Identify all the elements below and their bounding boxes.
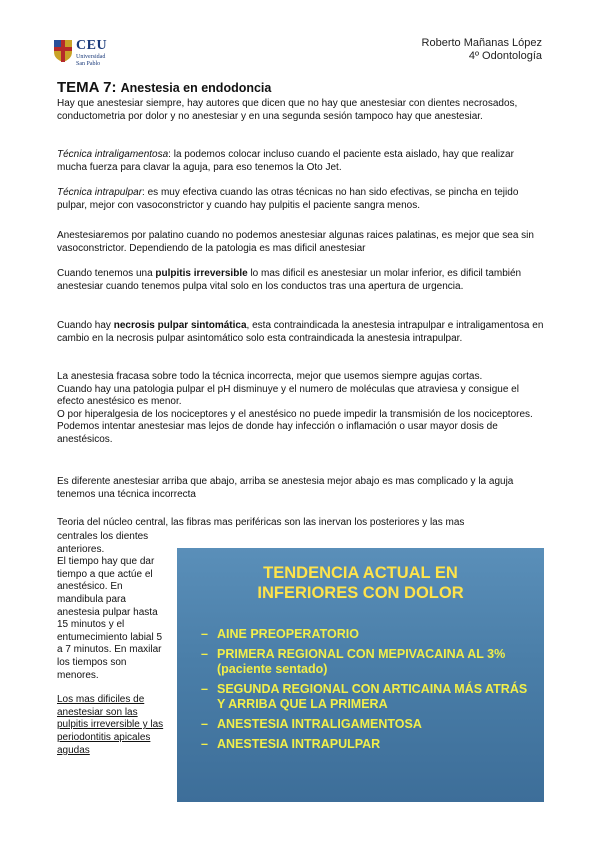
term-pulpitis: pulpitis irreversible bbox=[155, 268, 248, 279]
term-necrosis: necrosis pulpar sintomática bbox=[113, 320, 247, 331]
paragraph-intraligamentosa: Técnica intraligamentosa: la podemos colocar incluso cuando el paciente esta aislado, hay que realizar mucha fuerza para clavar la aguja, para eso tenemos la Oto Jet. bbox=[57, 149, 514, 173]
crest-icon bbox=[53, 39, 73, 63]
slide-item: – SEGUNDA REGIONAL CON ARTICAINA MÁS ATRÁS Y ARRIBA QUE LA PRIMERA bbox=[201, 682, 528, 711]
title-tema: TEMA 7: bbox=[57, 79, 117, 96]
slide-title: TENDENCIA ACTUAL EN INFERIORES CON DOLOR bbox=[257, 564, 464, 602]
slide-item: – AINE PREOPERATORIO bbox=[201, 627, 359, 641]
paragraph-1: Hay que anestesiar siempre, hay autores que dicen que no hay que anestesiar con dientes necrosados, conductometria por dolor y no anestesiar y en una segunda sesión tampoco hay que anestesiar. bbox=[57, 98, 518, 122]
paragraph-nucleo-central: Teoria del núcleo central, las fibras mas periféricas son las inervan los posteriores y las mas bbox=[57, 517, 465, 528]
paragraph-intrapulpar: Técnica intrapulpar: es muy efectiva cuando las otras técnicas no han sido efectivas, se pincha en tejido pulpar, mejor con vasoconstrictor y cuando hay pulpitis el paciente sangra menos. bbox=[57, 187, 519, 211]
slide-item: – ANESTESIA INTRAPULPAR bbox=[201, 737, 381, 751]
side-text-1: centrales los dientes anteriores. bbox=[57, 531, 149, 555]
paragraph-necrosis: Cuando hay necrosis pulpar sintomática, esta contraindicada la anestesia intrapulpar e intraligamentosa en cambio en la necrosis pulpar asintomático solo esta contraindicada la anestesia intrapulpar. bbox=[57, 320, 544, 344]
page-title bbox=[57, 79, 271, 96]
slide-list bbox=[201, 627, 536, 757]
logo-name: CEU bbox=[76, 38, 108, 53]
label-intrapulpar: Técnica intrapulpar bbox=[57, 187, 143, 198]
university-logo bbox=[53, 37, 163, 73]
header-author bbox=[422, 37, 542, 63]
paragraph-arriba-abajo: Es diferente anestesiar arriba que abajo, arriba se anestesia mejor abajo es mas complicado y la aguja tenemos una técnica incorrecta bbox=[57, 476, 514, 500]
paragraph-pulpitis: Cuando tenemos una pulpitis irreversible lo mas dificil es anestesiar un molar inferior, es dificil también anestesiar cuando tenemos pulpa vital solo en los conductos tras una apertura de urgencia. bbox=[57, 268, 522, 292]
logo-sub-1: Universidad bbox=[76, 54, 106, 60]
slide-item: – PRIMERA REGIONAL CON MEPIVACAINA AL 3%(paciente sentado) bbox=[201, 647, 506, 676]
author-course: 4º Odontología bbox=[468, 50, 542, 62]
title-topic: Anestesia en endodoncia bbox=[120, 81, 272, 95]
side-text-3: Los mas dificiles de anestesiar son las pulpitis irreversible y las periodontitis apicales agudas bbox=[57, 694, 164, 756]
logo-sub-2: San Pablo bbox=[76, 61, 101, 67]
paragraph-fracaso: La anestesia fracasa sobre todo la técnica incorrecta, mejor que usemos siempre agujas cortas. Cuando hay una patologia pulpar el pH disminuye y el numero de moléculas que atraviesa y consigue el efecto anestésico es menor. O por hiperalgesia de los nociceptores y el anestésico no puede impedir la transmisión de los nociceptores. Podemos intentar anestesiar mas lejos de donde hay infección o inflamación o usar mayor dosis de anestésicos. bbox=[57, 371, 533, 445]
slide-item: – ANESTESIA INTRALIGAMENTOSA bbox=[201, 717, 422, 731]
label-intraligamentosa: Técnica intraligamentosa bbox=[57, 149, 169, 160]
author-name: Roberto Mañanas López bbox=[421, 37, 542, 49]
paragraph-palatino: Anestesiaremos por palatino cuando no podemos anestesiar algunas raices palatinas, es mejor que sea sin vasoconstrictor. Dependiendo de la patologia es mas dificil anestesiar bbox=[57, 230, 534, 254]
side-text-2: El tiempo hay que dar tiempo a que actúe el anestésico. En mandibula para anestesia pulpar hasta 15 minutos y el entumecimiento labial 5 a 7 minutos. En maxilar los tiempos son menores. bbox=[57, 556, 163, 681]
side-column bbox=[57, 531, 167, 757]
slide-image bbox=[177, 548, 544, 802]
